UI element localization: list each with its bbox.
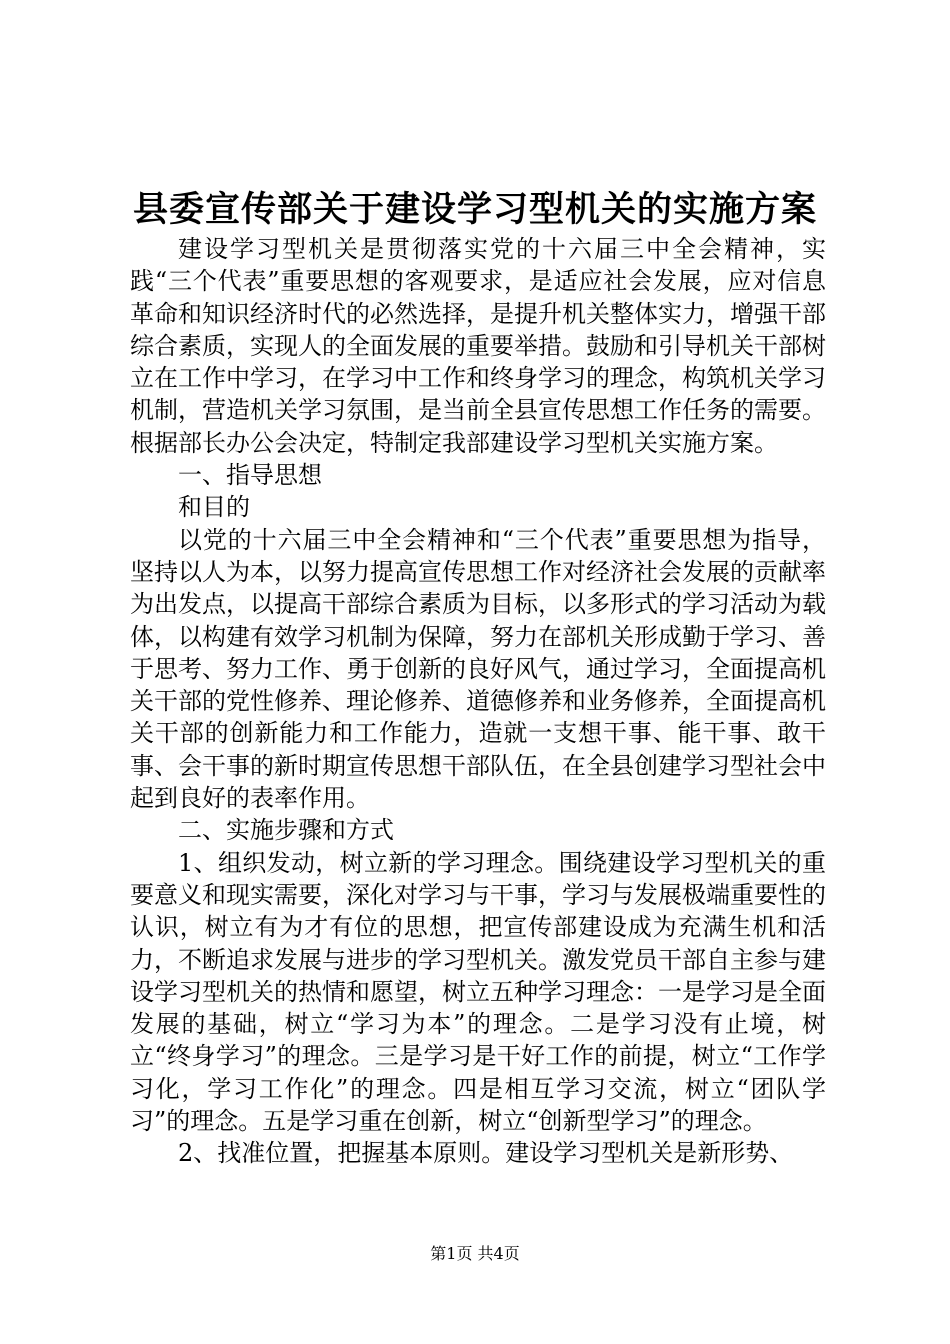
step-2-paragraph: 2、找准位置，把握基本原则。建设学习型机关是新形势、 — [178, 1139, 794, 1168]
step-1-paragraph: 1、组织发动，树立新的学习理念。围绕建设学习型机关的重要意义和现实需要，深化对学习与干事，学习与发展极端重要性的认识，树立有为才有位的思想，把宣传部建设成为充满生机和活力，不断追求发展与进步的学习型机关。激发党员干部自主参与建设学习型机关的热情和愿望，树立五种学习理念：一是学习是全面发展的基础，树立“学习为本”的理念。二是学习没有止境，树立“终身学习”的理念。三是学习是干好工作的前提，树立“工作学习化，学习工作化”的理念。四是相互学习交流，树立“团队学习”的理念。五是学习重在创新，树立“创新型学习”的理念。 — [130, 848, 826, 1136]
document-title: 县委宣传部关于建设学习型机关的实施方案 — [132, 189, 817, 230]
section-heading-guiding-ideology: 一、指导思想 — [178, 461, 322, 490]
page-number-footer: 第1页 共4页 — [430, 1244, 520, 1263]
intro-paragraph: 建设学习型机关是贯彻落实党的十六届三中全会精神，实践“三个代表”重要思想的客观要求，是适应社会发展，应对信息革命和知识经济时代的必然选择，是提升机关整体实力，增强干部综合素质，实现人的全面发展的重要举措。鼓励和引导机关干部树立在工作中学习，在学习中工作和终身学习的理念，构筑机关学习机制，营造机关学习氛围，是当前全县宣传思想工作任务的需要。根据部长办公会决定，特制定我部建设学习型机关实施方案。 — [130, 235, 826, 457]
document-body — [130, 233, 826, 1170]
section-heading-purpose: 和目的 — [178, 493, 250, 522]
guiding-paragraph: 以党的十六届三中全会精神和“三个代表”重要思想为指导，坚持以人为本，以努力提高宣传思想工作对经济社会发展的贡献率为出发点，以提高干部综合素质为目标，以多形式的学习活动为载体，以构建有效学习机制为保障，努力在部机关形成勤于学习、善于思考、努力工作、勇于创新的良好风气，通过学习，全面提高机关干部的党性修养、理论修养、道德修养和业务修养，全面提高机关干部的创新能力和工作能力，造就一支想干事、能干事、敢干事、会干事的新时期宣传思想干部队伍，在全县创建学习型社会中起到良好的表率作用。 — [130, 525, 826, 813]
section-heading-steps: 二、实施步骤和方式 — [178, 816, 394, 845]
